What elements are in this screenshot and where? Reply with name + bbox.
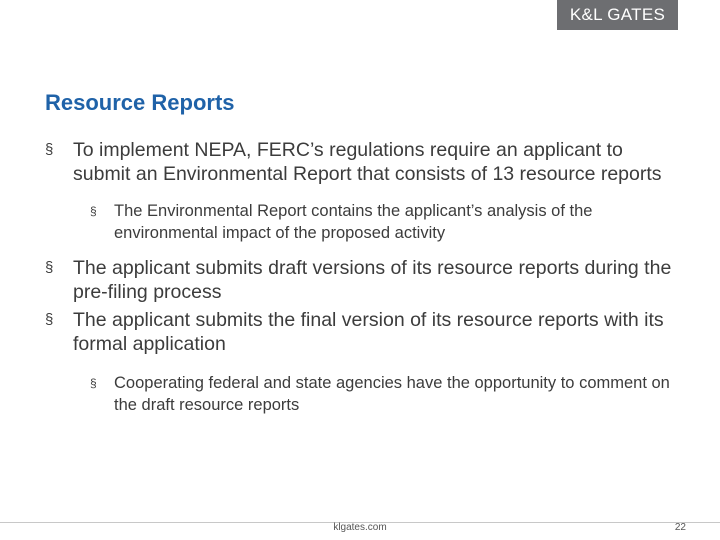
bullet-marker-icon: § — [90, 376, 97, 390]
bullet-marker-icon: § — [90, 204, 97, 218]
page-number: 22 — [674, 522, 686, 533]
bullet-text: The applicant submits draft versions of its resource reports during the pre-filing process — [73, 257, 672, 303]
bullet-level2 — [90, 200, 685, 244]
bullet-level2 — [90, 372, 685, 416]
bullet-text: Cooperating federal and state agencies have the opportunity to comment on the draft resource reports — [114, 374, 670, 414]
bullet-text: The applicant submits the final version of its resource reports with its formal application — [73, 309, 664, 355]
brand-logo-text: K&L GATES — [569, 5, 666, 24]
brand-logo — [557, 0, 678, 30]
slide-body — [45, 138, 685, 416]
bullet-level1 — [45, 308, 685, 356]
bullet-marker-icon: § — [45, 311, 54, 328]
footer-website: klgates.com — [333, 522, 387, 533]
bullet-text: The Environmental Report contains the applicant’s analysis of the environmental impact of the proposed activity — [114, 202, 593, 242]
slide-title: Resource Reports — [45, 90, 235, 115]
bullet-marker-icon: § — [45, 259, 54, 276]
bullet-level1 — [45, 138, 685, 186]
bullet-text: To implement NEPA, FERC’s regulations require an applicant to submit an Environmental Report that consists of 13 resource reports — [73, 139, 662, 185]
bullet-level1 — [45, 256, 685, 304]
bullet-marker-icon: § — [45, 141, 54, 158]
